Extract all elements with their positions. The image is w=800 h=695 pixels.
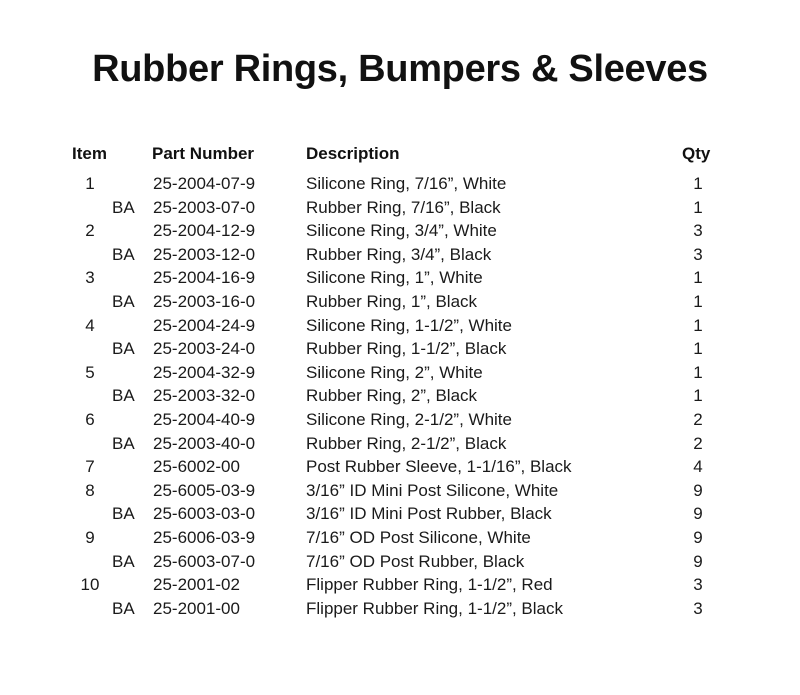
item-suffix: BA — [112, 504, 135, 524]
part-number: 25-2004-40-9 — [153, 409, 256, 429]
description: 3/16” ID Mini Post Rubber, Black — [306, 504, 552, 524]
description: Silicone Ring, 2-1/2”, White — [306, 409, 512, 429]
description: 7/16” OD Post Rubber, Black — [306, 551, 525, 571]
page-title: Rubber Rings, Bumpers & Sleeves — [92, 48, 708, 90]
part-number: 25-2003-12-0 — [153, 244, 256, 264]
item-suffix: BA — [112, 551, 135, 571]
item-suffix: BA — [112, 598, 135, 618]
header-item: Item — [72, 144, 107, 163]
description: Silicone Ring, 1”, White — [306, 268, 483, 288]
part-number: 25-6005-03-9 — [153, 480, 256, 500]
quantity: 1 — [693, 386, 703, 406]
header-part-number: Part Number — [152, 144, 255, 163]
table-row — [0, 552, 800, 576]
description: Silicone Ring, 3/4”, White — [306, 221, 497, 241]
part-number: 25-6002-00 — [153, 457, 240, 477]
table-row — [0, 268, 800, 292]
quantity: 9 — [693, 504, 703, 524]
table-row — [0, 528, 800, 552]
quantity: 1 — [693, 362, 703, 382]
part-number: 25-2003-07-0 — [153, 197, 256, 217]
description: Rubber Ring, 3/4”, Black — [306, 244, 492, 264]
description: Silicone Ring, 1-1/2”, White — [306, 315, 512, 335]
quantity: 9 — [693, 480, 703, 500]
table-row — [0, 174, 800, 198]
description: 3/16” ID Mini Post Silicone, White — [306, 480, 559, 500]
item-number: 7 — [85, 457, 95, 477]
description: Rubber Ring, 7/16”, Black — [306, 197, 501, 217]
description: Silicone Ring, 2”, White — [306, 362, 483, 382]
quantity: 1 — [693, 315, 703, 335]
table-row — [0, 410, 800, 434]
description: Silicone Ring, 7/16”, White — [306, 174, 507, 193]
quantity: 1 — [693, 197, 703, 217]
item-number: 10 — [80, 575, 100, 595]
table-row — [0, 504, 800, 528]
part-number: 25-2004-07-9 — [153, 174, 256, 193]
table-row — [0, 481, 800, 505]
table-row — [0, 198, 800, 222]
quantity: 2 — [693, 409, 703, 429]
parts-table — [0, 174, 800, 622]
part-number: 25-6003-07-0 — [153, 551, 256, 571]
description: Rubber Ring, 2-1/2”, Black — [306, 433, 507, 453]
part-number: 25-2003-16-0 — [153, 291, 256, 311]
table-row — [0, 221, 800, 245]
item-number: 2 — [85, 221, 95, 241]
quantity: 1 — [693, 291, 703, 311]
part-number: 25-2001-02 — [153, 575, 240, 595]
table-header — [0, 144, 800, 168]
part-number: 25-2004-12-9 — [153, 221, 256, 241]
item-suffix: BA — [112, 291, 135, 311]
quantity: 3 — [693, 221, 703, 241]
part-number: 25-2004-24-9 — [153, 315, 256, 335]
description: Rubber Ring, 1”, Black — [306, 291, 478, 311]
table-row — [0, 599, 800, 623]
table-row — [0, 292, 800, 316]
quantity: 3 — [693, 244, 703, 264]
item-number: 6 — [85, 409, 95, 429]
quantity: 2 — [693, 433, 703, 453]
quantity: 9 — [693, 527, 703, 547]
item-number: 8 — [85, 480, 95, 500]
quantity: 3 — [693, 598, 703, 618]
item-number: 4 — [85, 315, 95, 335]
description: Post Rubber Sleeve, 1-1/16”, Black — [306, 457, 572, 477]
item-suffix: BA — [112, 339, 135, 359]
part-number: 25-2004-16-9 — [153, 268, 256, 288]
table-row — [0, 363, 800, 387]
header-description: Description — [306, 144, 400, 163]
table-row — [0, 316, 800, 340]
item-number: 3 — [85, 268, 95, 288]
table-row — [0, 575, 800, 599]
table-row — [0, 434, 800, 458]
quantity: 1 — [693, 339, 703, 359]
item-number: 5 — [85, 362, 95, 382]
part-number: 25-2003-40-0 — [153, 433, 256, 453]
description: 7/16” OD Post Silicone, White — [306, 527, 531, 547]
part-number: 25-2001-00 — [153, 598, 240, 618]
item-suffix: BA — [112, 197, 135, 217]
quantity: 9 — [693, 551, 703, 571]
part-number: 25-2004-32-9 — [153, 362, 256, 382]
quantity: 4 — [693, 457, 703, 477]
table-row — [0, 245, 800, 269]
table-row — [0, 339, 800, 363]
quantity: 1 — [693, 174, 703, 193]
description: Flipper Rubber Ring, 1-1/2”, Red — [306, 575, 553, 595]
item-number: 9 — [85, 527, 95, 547]
table-row — [0, 386, 800, 410]
item-suffix: BA — [112, 433, 135, 453]
description: Rubber Ring, 1-1/2”, Black — [306, 339, 507, 359]
item-number: 1 — [85, 174, 95, 193]
part-number: 25-2003-32-0 — [153, 386, 256, 406]
part-number: 25-6006-03-9 — [153, 527, 256, 547]
description: Rubber Ring, 2”, Black — [306, 386, 478, 406]
part-number: 25-2003-24-0 — [153, 339, 256, 359]
table-row — [0, 457, 800, 481]
item-suffix: BA — [112, 244, 135, 264]
quantity: 3 — [693, 575, 703, 595]
quantity: 1 — [693, 268, 703, 288]
item-suffix: BA — [112, 386, 135, 406]
part-number: 25-6003-03-0 — [153, 504, 256, 524]
header-qty: Qty — [682, 144, 711, 163]
description: Flipper Rubber Ring, 1-1/2”, Black — [306, 598, 564, 618]
